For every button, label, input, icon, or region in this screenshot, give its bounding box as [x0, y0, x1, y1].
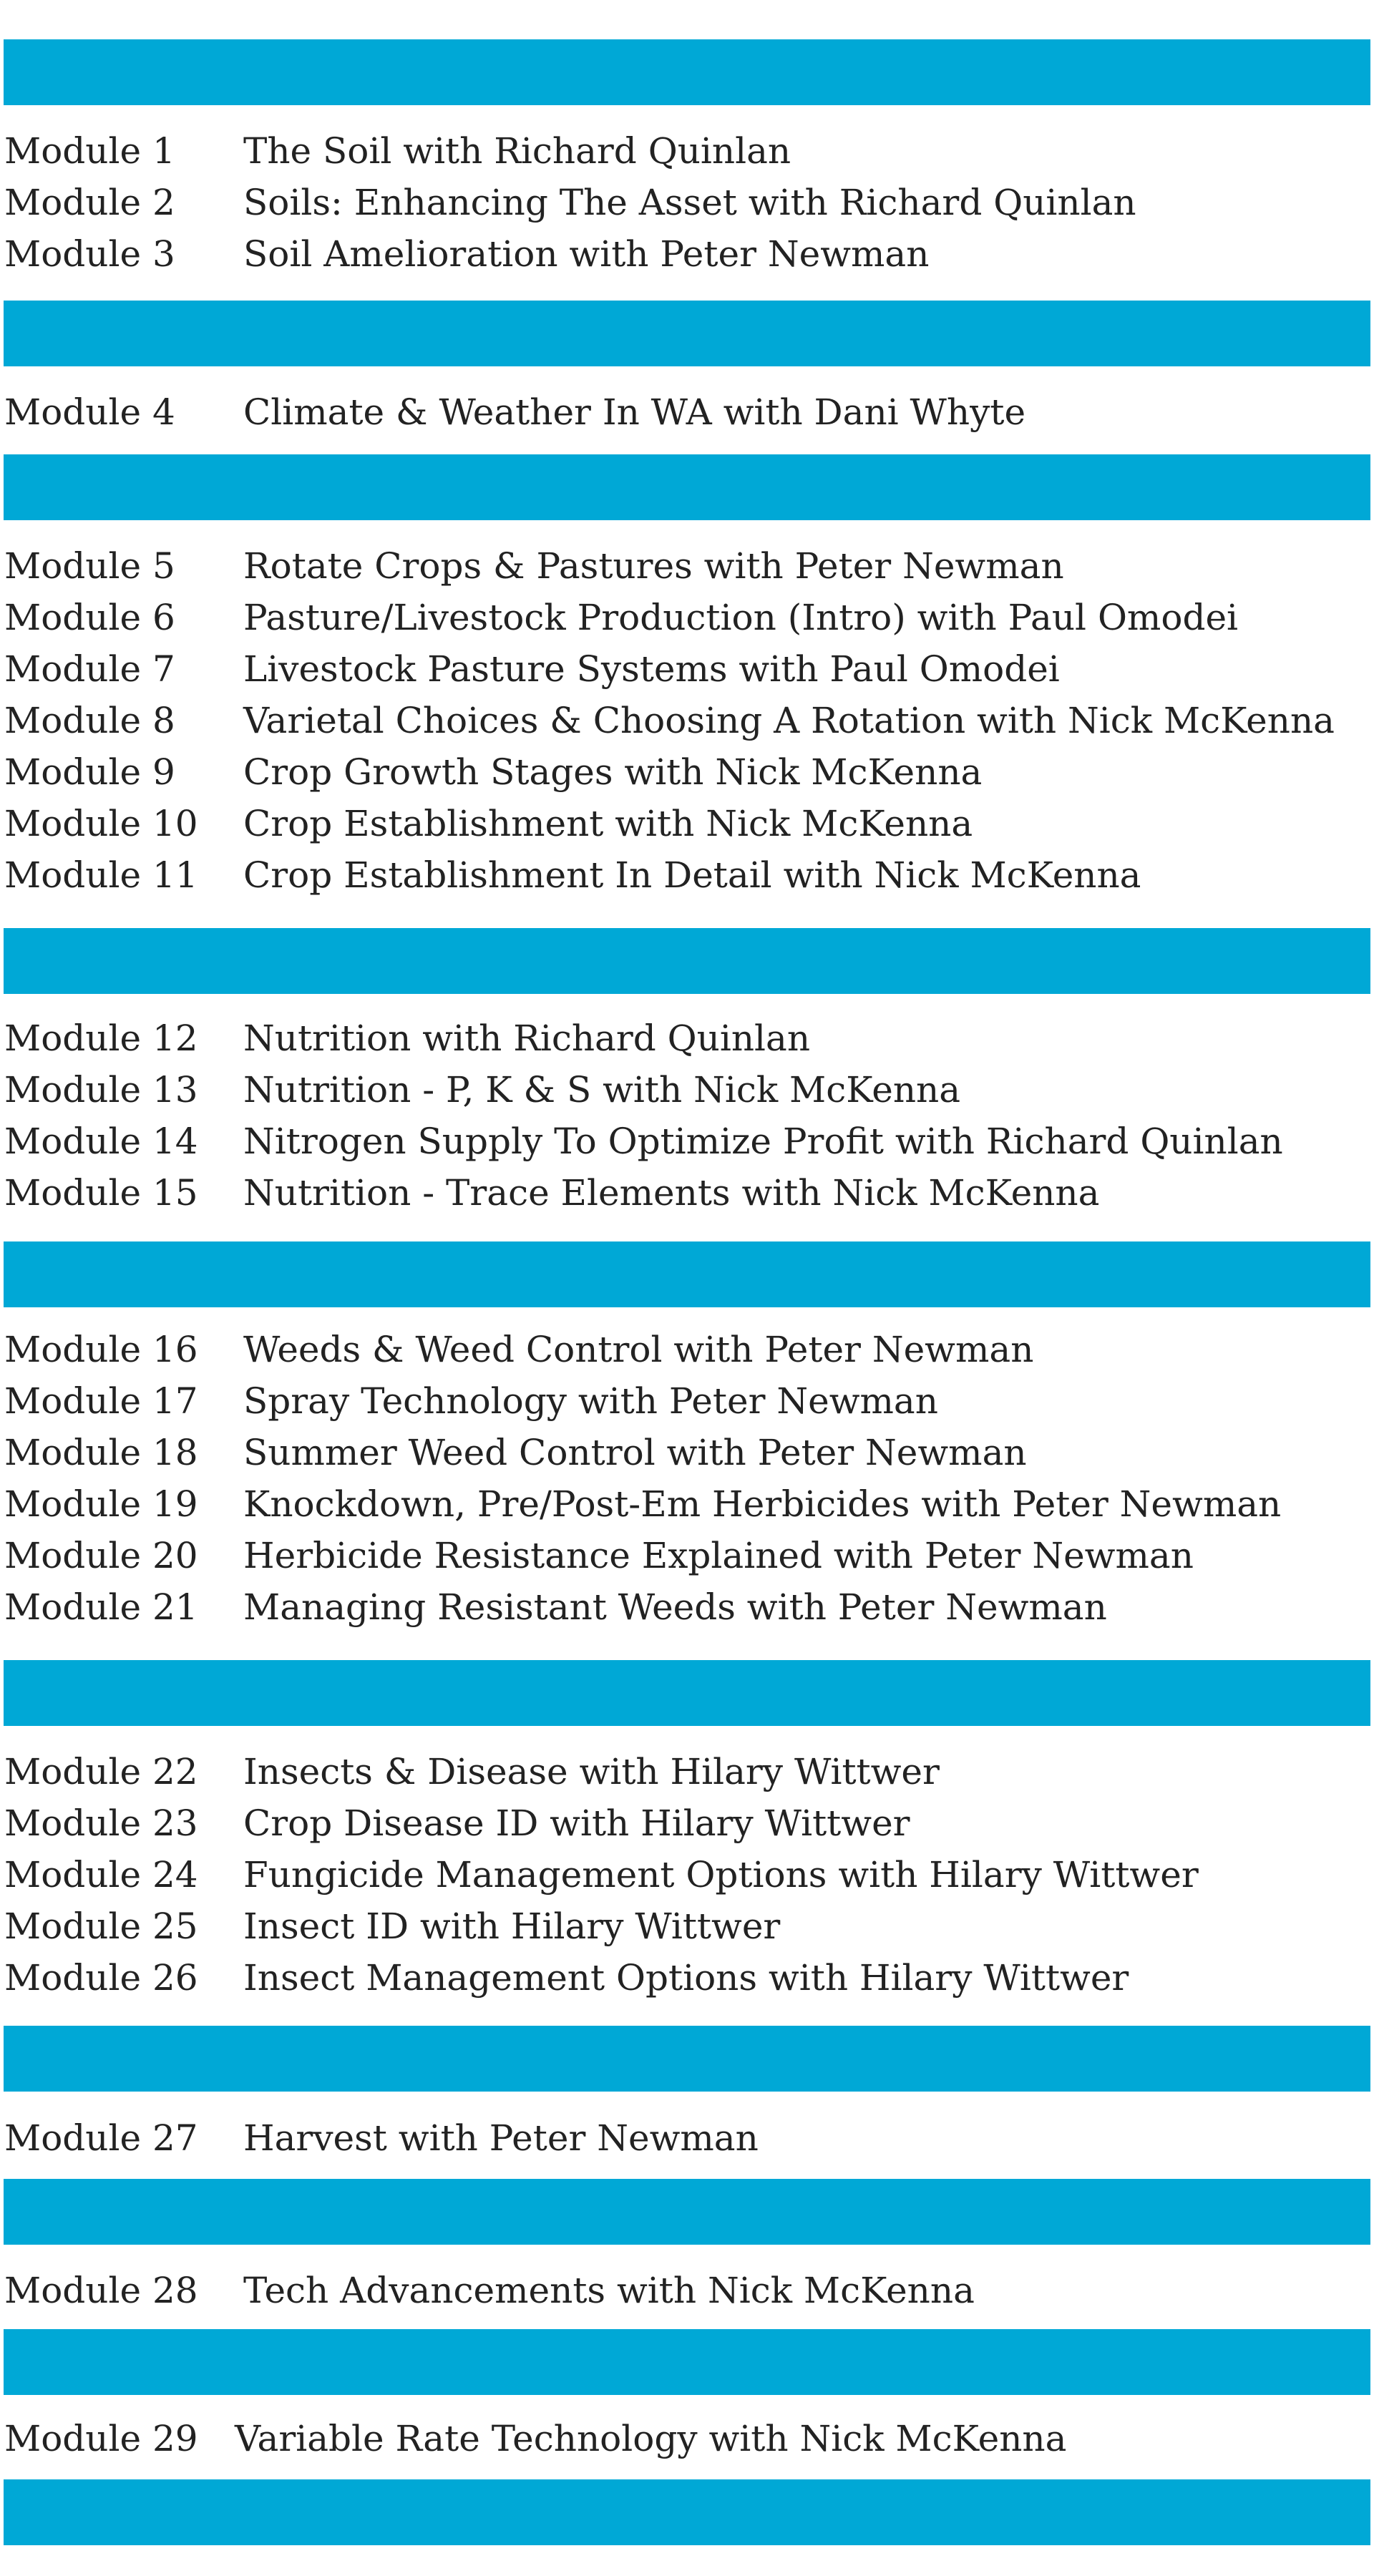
- section-band: [4, 39, 1370, 105]
- module-row: [0, 1013, 1374, 1064]
- module-title: Fungicide Management Options with Hilary Wittwer: [243, 1854, 1199, 1896]
- module-row: [0, 1797, 1374, 1849]
- module-number: Module 27: [4, 2117, 198, 2159]
- module-title: Crop Growth Stages with Nick McKenna: [243, 751, 983, 793]
- module-row: [0, 1064, 1374, 1116]
- module-number: Module 17: [4, 1380, 198, 1422]
- module-title: Weeds & Weed Control with Peter Newman: [243, 1329, 1034, 1370]
- module-number: Module 18: [4, 1432, 198, 1473]
- module-row: [0, 1581, 1374, 1633]
- module-row: [0, 2265, 1374, 2316]
- module-title: Tech Advancements with Nick McKenna: [243, 2270, 975, 2311]
- module-title: Insects & Disease with Hilary Wittwer: [243, 1751, 940, 1792]
- module-row: [0, 540, 1374, 592]
- module-row: [0, 177, 1374, 228]
- module-row: [0, 1427, 1374, 1478]
- module-row: [0, 695, 1374, 746]
- module-row: [0, 1849, 1374, 1901]
- module-title: Nutrition with Richard Quinlan: [243, 1018, 811, 1059]
- module-title: Harvest with Peter Newman: [243, 2117, 759, 2159]
- module-title: Insect Management Options with Hilary Wittwer: [243, 1957, 1129, 1999]
- module-row: [0, 1116, 1374, 1167]
- module-row: [0, 746, 1374, 798]
- module-number: Module 10: [4, 803, 198, 844]
- module-title: Summer Weed Control with Peter Newman: [243, 1432, 1027, 1473]
- module-number: Module 7: [4, 648, 175, 690]
- module-number: Module 8: [4, 700, 175, 741]
- module-number: Module 23: [4, 1802, 198, 1844]
- module-title: Spray Technology with Peter Newman: [243, 1380, 938, 1422]
- module-number: Module 14: [4, 1121, 198, 1162]
- module-number: Module 5: [4, 545, 175, 587]
- module-row: [0, 1901, 1374, 1952]
- module-title: Nutrition - P, K & S with Nick McKenna: [243, 1069, 961, 1111]
- module-title: Variable Rate Technology with Nick McKenna: [235, 2418, 1067, 2459]
- module-title: Knockdown, Pre/Post-Em Herbicides with Peter Newman: [243, 1483, 1282, 1525]
- module-title: Soil Amelioration with Peter Newman: [243, 233, 930, 275]
- module-title: The Soil with Richard Quinlan: [243, 130, 791, 172]
- module-row: [0, 1324, 1374, 1375]
- module-title: Managing Resistant Weeds with Peter Newman: [243, 1586, 1107, 1628]
- module-number: Module 20: [4, 1535, 198, 1576]
- section-band: [4, 2329, 1370, 2395]
- module-row: [0, 643, 1374, 695]
- module-row: [0, 849, 1374, 901]
- module-number: Module 25: [4, 1906, 198, 1947]
- module-row: [0, 228, 1374, 280]
- module-number: Module 19: [4, 1483, 198, 1525]
- module-row: [0, 1746, 1374, 1797]
- module-number: Module 26: [4, 1957, 198, 1999]
- module-title: Soils: Enhancing The Asset with Richard Quinlan: [243, 182, 1136, 223]
- module-title: Varietal Choices & Choosing A Rotation with Nick McKenna: [243, 700, 1335, 741]
- section-band: [4, 928, 1370, 994]
- module-row: [0, 2413, 1374, 2464]
- module-number: Module 9: [4, 751, 175, 793]
- section-band: [4, 301, 1370, 366]
- module-title: Livestock Pasture Systems with Paul Omodei: [243, 648, 1060, 690]
- module-number: Module 6: [4, 597, 175, 638]
- module-title: Crop Establishment with Nick McKenna: [243, 803, 973, 844]
- module-title: Insect ID with Hilary Wittwer: [243, 1906, 781, 1947]
- section-band: [4, 2479, 1370, 2545]
- module-row: [0, 1952, 1374, 2004]
- module-number: Module 13: [4, 1069, 198, 1111]
- section-band: [4, 2179, 1370, 2245]
- module-title: Herbicide Resistance Explained with Peter Newman: [243, 1535, 1194, 1576]
- section-band: [4, 454, 1370, 520]
- module-row: [0, 1478, 1374, 1530]
- section-band: [4, 1241, 1370, 1307]
- module-row: [0, 1375, 1374, 1427]
- module-number: Module 2: [4, 182, 175, 223]
- module-number: Module 29: [4, 2418, 198, 2459]
- section-band: [4, 2026, 1370, 2092]
- module-row: [0, 1530, 1374, 1581]
- module-title: Rotate Crops & Pastures with Peter Newman: [243, 545, 1064, 587]
- module-title: Crop Disease ID with Hilary Wittwer: [243, 1802, 910, 1844]
- module-title: Pasture/Livestock Production (Intro) with Paul Omodei: [243, 597, 1239, 638]
- module-number: Module 11: [4, 854, 198, 896]
- module-title: Nutrition - Trace Elements with Nick McKenna: [243, 1172, 1100, 1214]
- module-title: Climate & Weather In WA with Dani Whyte: [243, 391, 1026, 433]
- module-number: Module 24: [4, 1854, 198, 1896]
- module-row: [0, 1167, 1374, 1219]
- module-number: Module 15: [4, 1172, 198, 1214]
- module-row: [0, 2112, 1374, 2164]
- module-number: Module 4: [4, 391, 175, 433]
- section-band: [4, 1660, 1370, 1726]
- module-row: [0, 386, 1374, 438]
- module-number: Module 3: [4, 233, 175, 275]
- module-row: [0, 798, 1374, 849]
- module-number: Module 1: [4, 130, 175, 172]
- module-number: Module 16: [4, 1329, 198, 1370]
- module-row: [0, 125, 1374, 177]
- module-number: Module 28: [4, 2270, 198, 2311]
- module-title: Nitrogen Supply To Optimize Profit with Richard Quinlan: [243, 1121, 1283, 1162]
- module-number: Module 22: [4, 1751, 198, 1792]
- module-title: Crop Establishment In Detail with Nick McKenna: [243, 854, 1141, 896]
- module-number: Module 21: [4, 1586, 198, 1628]
- module-row: [0, 592, 1374, 643]
- module-number: Module 12: [4, 1018, 198, 1059]
